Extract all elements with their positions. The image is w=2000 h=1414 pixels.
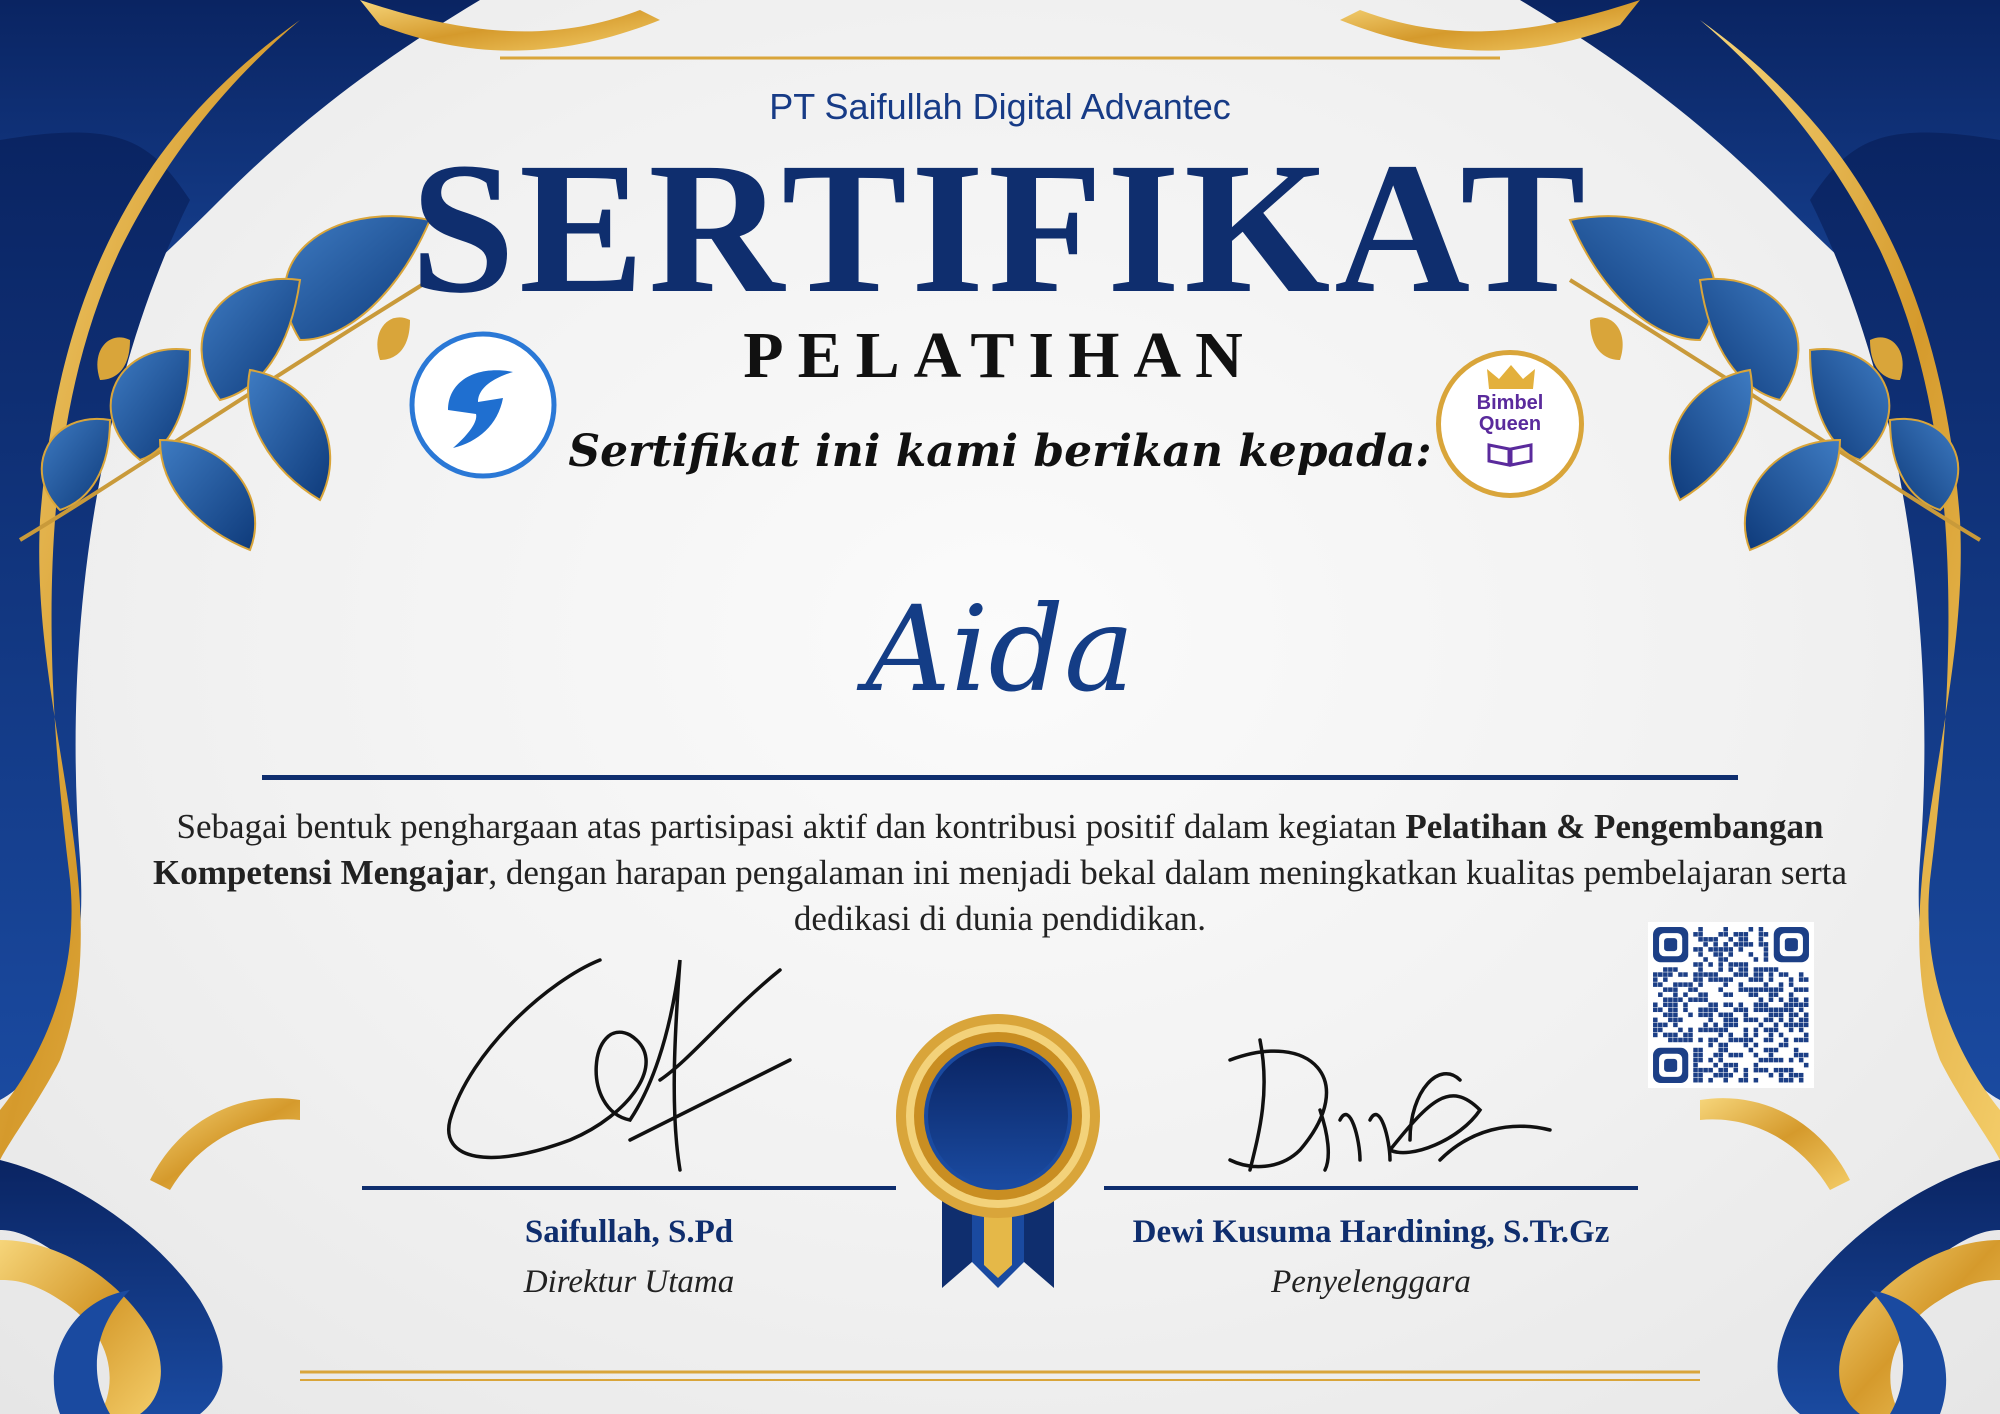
body-highlight: Pelatihan & Pengembangan Kompetensi Mengajar (153, 807, 1824, 892)
crown-icon (1485, 363, 1537, 393)
company-name: PT Saifullah Digital Advantec (769, 86, 1231, 127)
signatory-1-role: Direktur Utama (523, 1264, 735, 1300)
signature-line-2 (1104, 1186, 1638, 1190)
partner-logo-line1: Bimbel (1476, 392, 1544, 414)
given-to-label: Sertifikat ini kami berikan kepada: (568, 426, 1432, 477)
certificate-title: SERTIFIKAT (410, 123, 1590, 332)
recipient-name: Aida (865, 580, 1135, 718)
signatory-1-name: Saifullah, S.Pd (524, 1214, 734, 1250)
signature-2 (1210, 1020, 1570, 1190)
divider (262, 775, 1738, 780)
body-text-1: Sebagai bentuk penghargaan atas partisipasi aktif dan kontribusi positif dalam kegiatan (176, 807, 1406, 846)
body-text-2: , dengan harapan pengalaman ini menjadi bekal dalam meningkatkan kualitas pembelajaran serta dedikasi di dunia pendidikan. (488, 853, 1847, 938)
certificate-body (150, 804, 1850, 942)
signature-line-1 (362, 1186, 896, 1190)
qr-code-icon (1648, 922, 1814, 1088)
signatory-2-name: Dewi Kusuma Hardining, S.Tr.Gz (1132, 1214, 1610, 1250)
medal-icon (892, 1010, 1104, 1290)
certificate-subtitle: PELATIHAN (743, 319, 1257, 392)
signature-1 (430, 940, 810, 1180)
signatory-2-role: Penyelenggara (1271, 1264, 1471, 1300)
partner-logo-line2: Queen (1478, 413, 1542, 435)
